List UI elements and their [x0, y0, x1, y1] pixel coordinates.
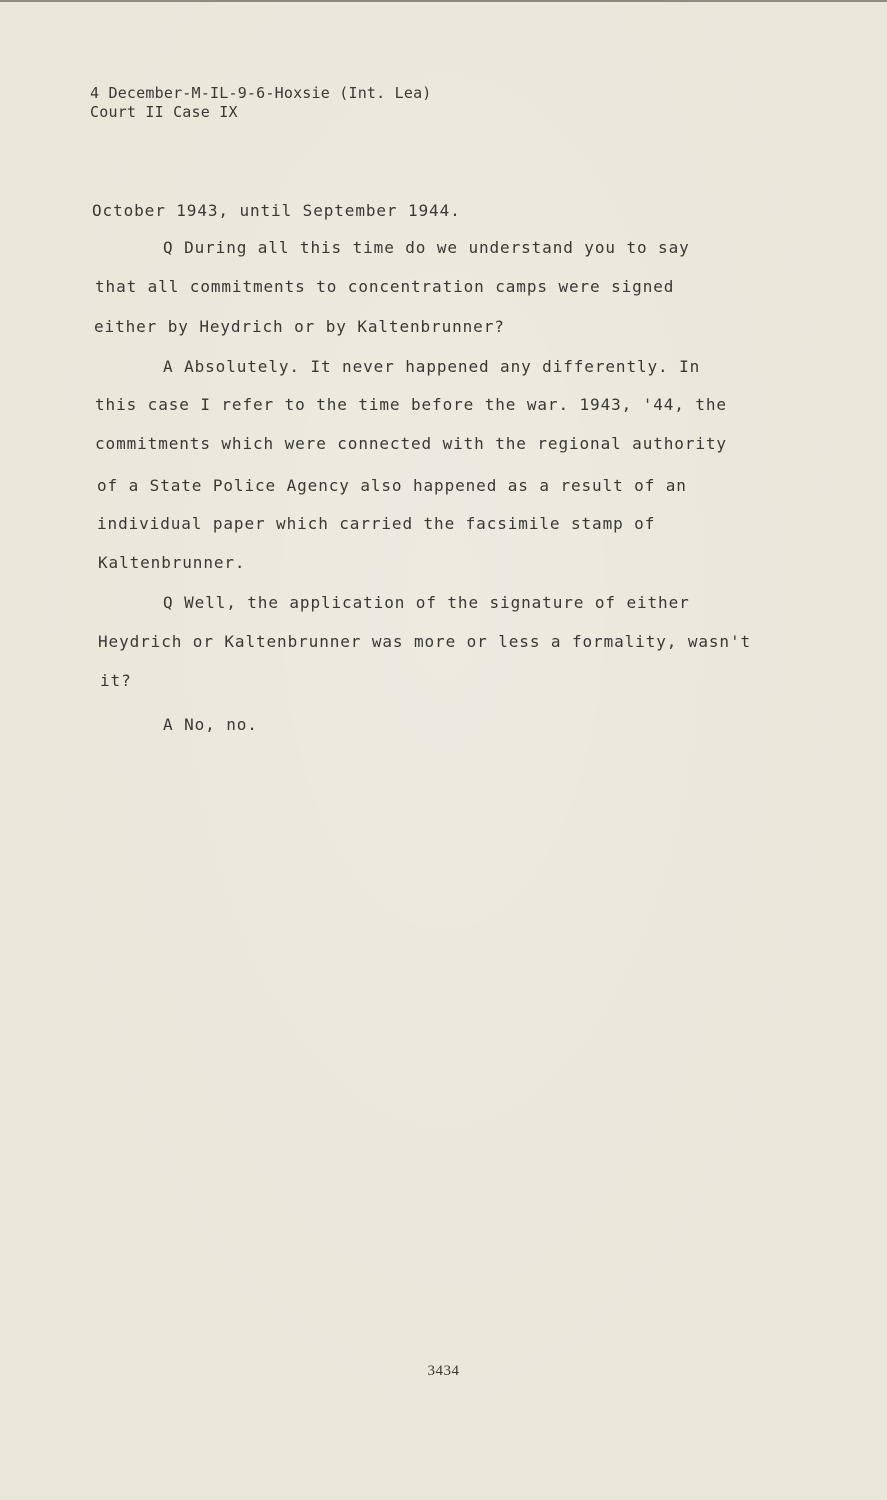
text-line: it?	[100, 671, 132, 690]
header-date-line: 4 December-M-IL-9-6-Hoxsie (Int. Lea)	[90, 84, 432, 102]
text-line: October 1943, until September 1944.	[92, 201, 461, 220]
text-line: either by Heydrich or by Kaltenbrunner?	[94, 317, 505, 336]
page-number: 3434	[427, 1363, 460, 1379]
text-line: that all commitments to concentration camps were signed	[95, 277, 675, 296]
text-line: Kaltenbrunner.	[98, 553, 246, 572]
text-line: this case I refer to the time before the war. 1943, '44, the	[95, 395, 727, 414]
question-line: Q Well, the application of the signature of either	[163, 593, 690, 612]
text-line: individual paper which carried the facsimile stamp of	[97, 514, 656, 533]
text-line: Heydrich or Kaltenbrunner was more or less a formality, wasn't	[98, 632, 752, 651]
question-line: Q During all this time do we understand you to say	[163, 238, 690, 257]
answer-line: A Absolutely. It never happened any differently. In	[163, 357, 701, 376]
document-header	[90, 84, 432, 122]
header-court-line: Court II Case IX	[90, 103, 238, 121]
text-line: of a State Police Agency also happened as a result of an	[97, 476, 687, 495]
answer-line: A No, no.	[163, 715, 258, 734]
text-line: commitments which were connected with the regional authority	[95, 434, 727, 453]
page-top-edge	[0, 0, 887, 2]
